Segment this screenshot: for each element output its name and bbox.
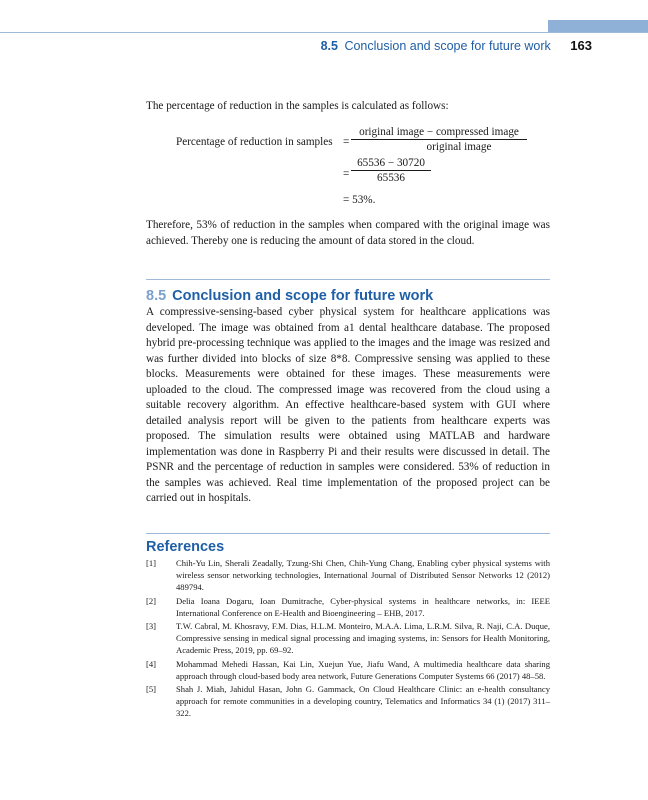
reference-text: Mohammad Mehedi Hassan, Kai Lin, Xuejun Yue, Jiafu Wand, A multimedia healthcare data sharing approach through cloud-based body area network, Future Generations Computer Systems 66 (2017) 48–58. (176, 658, 550, 681)
reference-number: [1] (146, 558, 157, 568)
running-head-section-number: 8.5 (320, 39, 338, 53)
fraction-2-numerator: 65536 − 30720 (357, 157, 425, 169)
running-head-section-title: Conclusion and scope for future work (344, 39, 551, 53)
fraction-1-numerator: original image − compressed image (359, 126, 519, 138)
equation-lhs: Percentage of reduction in samples (176, 136, 333, 148)
header-accent-bar (548, 20, 648, 32)
header-rule (0, 32, 648, 33)
fraction-1-bar (351, 139, 527, 140)
reference-text: T.W. Cabral, M. Khosravy, F.M. Dias, H.L.M. Monteiro, M.A.A. Lima, L.R.M. Silva, R. Naji, C.A. Duque, Compressive sensing in medical signal processing and imaging systems, in: Sensors for Health Monitoring, Academic Press, 2019, pp. 69–92. (176, 621, 550, 656)
section-heading-number: 8.5 (146, 288, 167, 304)
reference-item (146, 620, 550, 657)
fraction-1-denominator: original image (426, 141, 492, 153)
reference-text: Chih-Yu Lin, Sherali Zeadally, Tzung-Shi Chen, Chih-Yung Chang, Enabling cyber physical systems with wireless sensor networking technologies, International Journal of Distributed Sensor Networks 12 (2012) 489794. (176, 558, 550, 593)
fraction-2 (351, 157, 431, 184)
reference-text: Shah J. Miah, Jahidul Hasan, John G. Gammack, On Cloud Healthcare Clinic: an e-health consultancy approach for remote communities in a developing country, Telematics and Informatics 34 (1) (2017) 311–322. (176, 684, 550, 719)
reference-number: [4] (146, 658, 157, 669)
section-heading-title: Conclusion and scope for future work (172, 288, 434, 304)
page-number: 163 (570, 38, 592, 53)
section-heading (146, 288, 433, 304)
conclusion-paragraph: A compressive-sensing-based cyber physical system for healthcare applications was developed. The image was obtained from a1 dental healthcare database. The proposed hybrid pre-processing technique was applied to the images and the image was resized and was further divided into blocks of size 8*8. Compressive sensing was applied to these blocks. Measurements were obtained for these images. These measurements were uploaded to the cloud. The compressed image was recovered from the cloud using a suitable recovery algorithm. An effective healthcare-based system with GUI where detailed analysis report will be given to the patients from healthcare experts was proposed. The simulation results were obtained using MATLAB and hardware implementation was done in Raspberry Pi and their results were discussed in detail. The PSNR and the percentage of reduction in samples were considered. 53% of reduction in the samples was achieved. Real time implementation of the proposed project can be carried out in hospitals. (146, 306, 550, 504)
fraction-2-denominator: 65536 (377, 172, 405, 184)
reference-item (146, 683, 550, 720)
reference-number: [3] (146, 621, 157, 632)
reference-list (146, 557, 550, 721)
intro-paragraph: The percentage of reduction in the samples is calculated as follows: (146, 100, 449, 112)
equation-equals-2: = (343, 168, 350, 180)
reference-item (146, 658, 550, 682)
reference-number: [2] (146, 595, 157, 606)
fraction-1 (351, 126, 527, 153)
equation-result: = 53%. (343, 194, 376, 206)
fraction-2-bar (351, 170, 431, 171)
after-equation-paragraph: Therefore, 53% of reduction in the samples when compared with the original image was achieved. Thereby one is reducing the amount of data stored in the cloud. (146, 219, 550, 247)
reference-number: [5] (146, 684, 157, 695)
reference-text: Delia Ioana Dogaru, Ioan Dumitrache, Cyber-physical systems in healthcare networks, in: IEEE International Conference on E-Health and Bioengineering – EHB, 2017. (176, 595, 550, 618)
reference-item (146, 557, 550, 594)
running-head (321, 38, 592, 53)
equation-equals-1: = (343, 136, 350, 148)
references-heading: References (146, 539, 225, 555)
references-rule (146, 533, 550, 534)
section-rule (146, 279, 550, 280)
reference-item (146, 595, 550, 619)
